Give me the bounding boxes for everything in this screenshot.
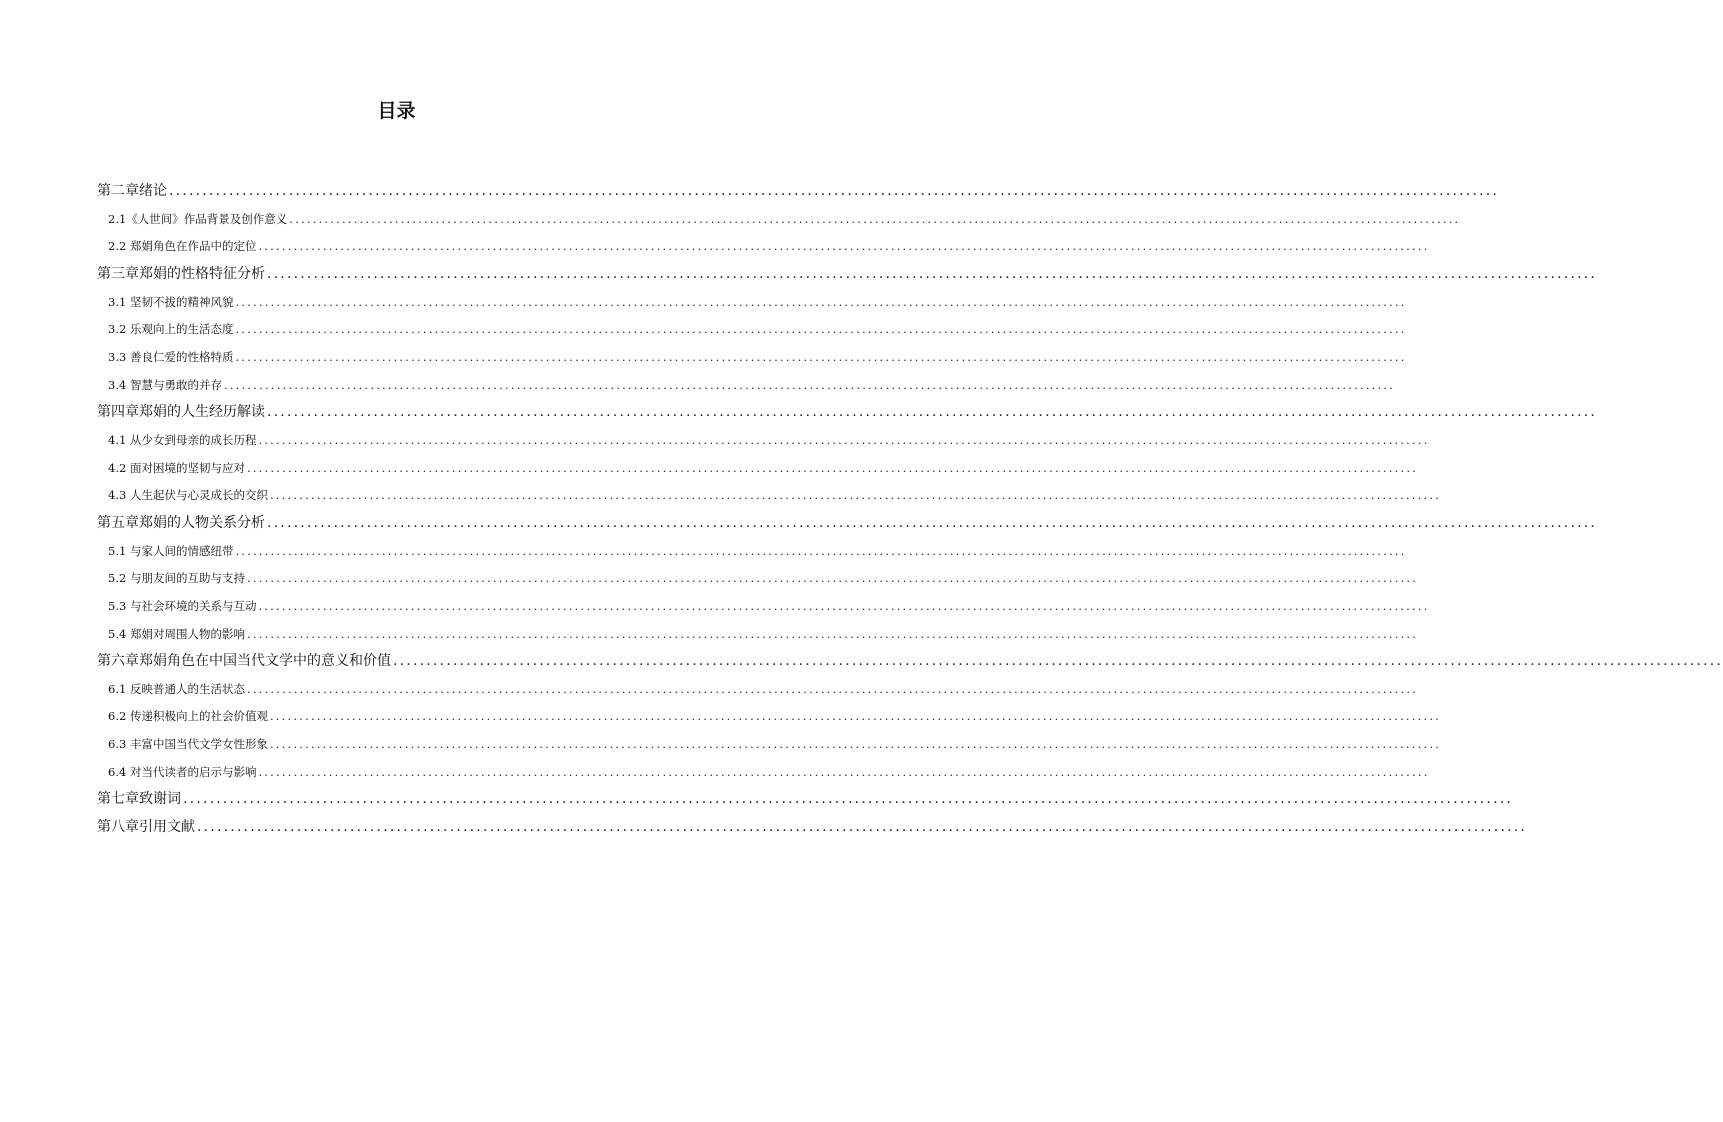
toc-chapter-entry[interactable] (97, 786, 1514, 814)
toc-section-entry[interactable] (97, 427, 1430, 455)
toc-entry-label: 6.4 对当代读者的启示与影响 (108, 764, 257, 779)
leader-dots: ........................................................................................................................................................................................................ (258, 239, 1430, 254)
leader-dots: ........................................................................................................................................................................................................ (258, 598, 1430, 613)
toc-chapter-entry[interactable] (97, 261, 1598, 289)
leader-dots: ........................................................................................................................................................................................................ (183, 791, 1514, 808)
leader-dots: ........................................................................................................................................................................................................ (235, 349, 1407, 364)
toc-entry-label: 3.4 智慧与勇敢的并存 (108, 377, 222, 392)
leader-dots: ........................................................................................................................................................................................................ (235, 322, 1407, 337)
toc-section-entry[interactable] (97, 455, 1419, 483)
leader-dots: ........................................................................................................................................................................................................ (269, 737, 1442, 752)
toc-entry-label: 5.4 郑娟对周围人物的影响 (108, 626, 245, 641)
leader-dots: ........................................................................................................................................................................................................ (169, 183, 1500, 199)
leader-dots: ........................................................................................................................................................................................................ (235, 543, 1407, 558)
leader-dots: ........................................................................................................................................................................................................ (258, 432, 1430, 447)
leader-dots: ........................................................................................................................................................................................................ (393, 653, 1723, 670)
leader-dots: ........................................................................................................................................................................................................ (235, 294, 1407, 309)
toc-entry-label: 第二章绪论 (97, 183, 167, 199)
leader-dots: ........................................................................................................................................................................................................ (269, 709, 1442, 724)
toc-chapter-entry[interactable] (97, 399, 1598, 427)
toc-chapter-entry[interactable] (97, 814, 1528, 842)
toc-entry-label: 第四章郑娟的人生经历解读 (97, 404, 265, 421)
toc-entry-label: 第六章郑娟角色在中国当代文学中的意义和价值 (97, 653, 391, 670)
leader-dots: ........................................................................................................................................................................................................ (269, 488, 1442, 503)
toc-entry-label: 6.2 传递积极向上的社会价值观 (108, 709, 268, 724)
toc-chapter-entry[interactable] (97, 510, 1598, 538)
toc-section-entry[interactable] (97, 482, 1442, 510)
toc-section-entry[interactable] (97, 676, 1419, 704)
toc-section-entry[interactable] (97, 344, 1407, 372)
toc-entry-label: 第三章郑娟的性格特征分析 (97, 265, 265, 282)
toc-entry-label: 第五章郑娟的人物关系分析 (97, 514, 265, 531)
toc-section-entry[interactable] (97, 538, 1407, 566)
toc-section-entry[interactable] (97, 731, 1442, 759)
leader-dots: ........................................................................................................................................................................................................ (246, 681, 1419, 696)
toc-entry-label: 6.1 反映普通人的生活状态 (108, 681, 245, 696)
toc-section-entry[interactable] (97, 621, 1419, 649)
toc-entry-label: 3.1 坚韧不拔的精神风貌 (108, 294, 234, 309)
leader-dots: ........................................................................................................................................................................................................ (223, 377, 1396, 392)
page-title: 目录 (377, 100, 416, 122)
toc-section-entry[interactable] (97, 233, 1430, 261)
leader-dots: ........................................................................................................................................................................................................ (246, 460, 1419, 475)
toc-section-entry[interactable] (97, 703, 1442, 731)
leader-dots: ........................................................................................................................................................................................................ (267, 514, 1598, 531)
table-of-contents (97, 178, 1723, 842)
toc-entry-label: 第七章致谢词 (97, 791, 181, 808)
toc-entry-label: 6.3 丰富中国当代文学女性形象 (108, 737, 268, 752)
leader-dots: ........................................................................................................................................................................................................ (267, 265, 1598, 282)
toc-section-entry[interactable] (97, 206, 1461, 234)
toc-entry-label: 3.2 乐观向上的生活态度 (108, 322, 234, 337)
leader-dots: ........................................................................................................................................................................................................ (267, 404, 1598, 421)
toc-section-entry[interactable] (97, 593, 1430, 621)
toc-section-entry[interactable] (97, 759, 1430, 787)
leader-dots: ........................................................................................................................................................................................................ (246, 626, 1419, 641)
toc-entry-label: 3.3 善良仁爱的性格特质 (108, 349, 234, 364)
toc-entry-label: 4.2 面对困境的坚韧与应对 (108, 460, 245, 475)
toc-entry-label: 4.3 人生起伏与心灵成长的交织 (108, 488, 268, 503)
leader-dots: ........................................................................................................................................................................................................ (258, 764, 1430, 779)
toc-chapter-entry[interactable] (97, 178, 1500, 206)
toc-section-entry[interactable] (97, 316, 1407, 344)
leader-dots: ........................................................................................................................................................................................................ (289, 211, 1461, 226)
toc-entry-label: 2.1《人世间》作品背景及创作意义 (108, 211, 288, 226)
toc-entry-label: 5.3 与社会环境的关系与互动 (108, 598, 257, 613)
toc-section-entry[interactable] (97, 289, 1407, 317)
toc-entry-label: 5.1 与家人间的情感纽带 (108, 543, 234, 558)
toc-entry-label: 5.2 与朋友间的互助与支持 (108, 571, 245, 586)
toc-section-entry[interactable] (97, 372, 1396, 400)
toc-entry-label: 2.2 郑娟角色在作品中的定位 (108, 239, 257, 254)
leader-dots: ........................................................................................................................................................................................................ (246, 571, 1419, 586)
toc-entry-label: 4.1 从少女到母亲的成长历程 (108, 432, 257, 447)
leader-dots: ........................................................................................................................................................................................................ (197, 819, 1528, 836)
toc-chapter-entry[interactable] (97, 648, 1723, 676)
toc-entry-label: 第八章引用文献 (97, 819, 195, 836)
toc-section-entry[interactable] (97, 565, 1419, 593)
